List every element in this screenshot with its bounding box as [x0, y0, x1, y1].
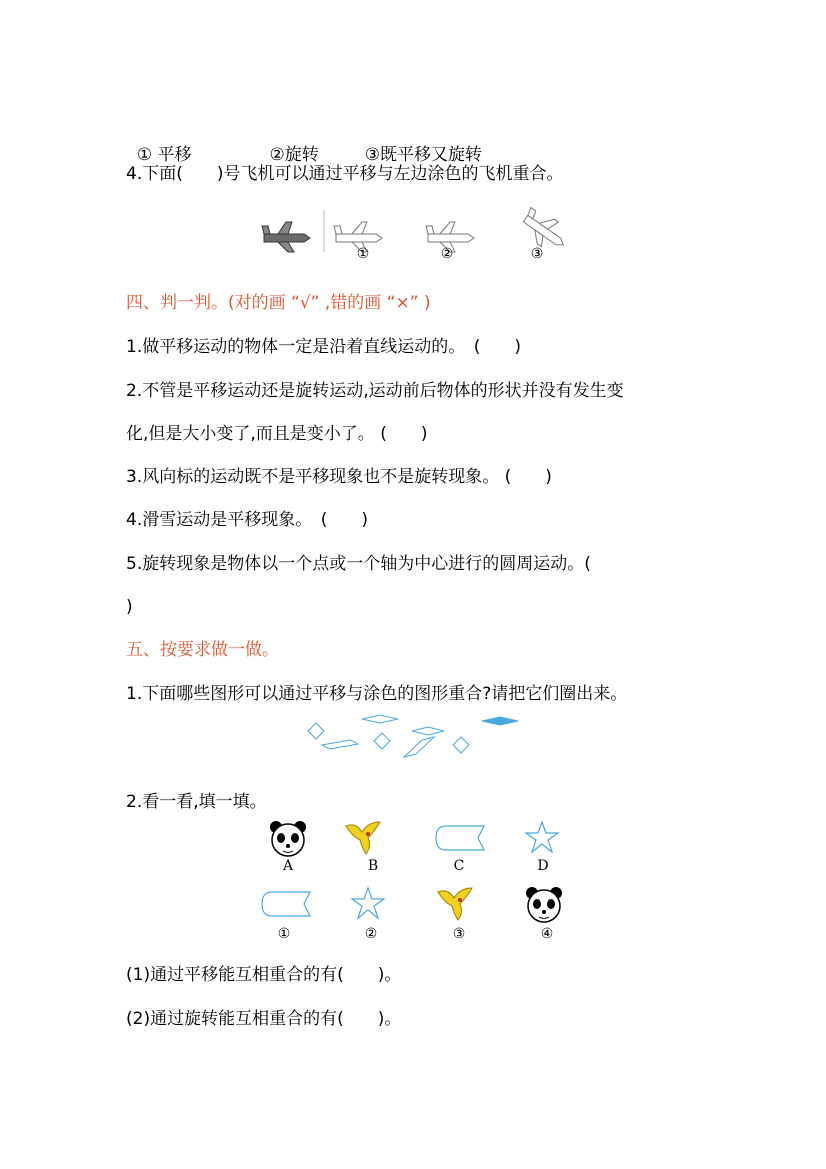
shaded-airplane-icon — [262, 222, 310, 252]
label-c: C — [453, 858, 465, 874]
label-3: ③ — [452, 926, 466, 942]
judge-item-2: 2.不管是平移运动还是旋转运动,运动前后物体的形状并没有发生变 — [126, 381, 624, 401]
label-a: A — [282, 858, 294, 874]
star-icon — [352, 888, 384, 918]
diamonds-svg — [300, 710, 530, 770]
airplanes-figure — [260, 208, 560, 268]
judge-item-5-cont: ) — [126, 597, 133, 617]
section-5-heading: 五、按要求做一做。 — [126, 640, 279, 660]
options-line — [126, 119, 482, 167]
diamond-shape — [322, 740, 358, 749]
option-both: ③既平移又旋转 — [364, 145, 482, 165]
judge-item-1: 1.做平移运动的物体一定是沿着直线运动的。 ( ) — [126, 337, 521, 357]
diamond-shape — [453, 737, 469, 753]
sub-question-1: (1)通过平移能互相重合的有( )。 — [126, 965, 402, 985]
matching-svg — [258, 818, 578, 948]
matching-figure — [258, 818, 578, 948]
diamonds-figure — [300, 710, 530, 770]
diamond-shape — [374, 733, 390, 749]
diamond-shape — [362, 715, 398, 723]
diamond-shape — [412, 727, 444, 735]
panda-icon — [270, 821, 306, 856]
option-translate: ① 平移 — [136, 145, 192, 165]
diamond-shape — [404, 737, 434, 757]
label-b: B — [367, 858, 379, 874]
question-4: 4.下面( )号飞机可以通过平移与左边涂色的飞机重合。 — [126, 164, 564, 184]
bird-icon — [438, 888, 472, 920]
judge-item-5: 5.旋转现象是物体以一个点或一个轴为中心进行的圆周运动。( — [126, 554, 591, 574]
option-rotate: ②旋转 — [269, 145, 319, 165]
c-shape-icon — [262, 892, 310, 916]
airplanes-svg — [260, 208, 560, 268]
c-shape-icon — [436, 826, 484, 850]
shaded-diamond-shape — [482, 717, 518, 725]
sub-question-2: (2)通过旋转能互相重合的有( )。 — [126, 1009, 402, 1029]
airplane-label-1: ① — [356, 246, 370, 262]
panda-icon — [526, 887, 562, 922]
label-1: ① — [277, 926, 291, 942]
diamond-shape — [308, 723, 324, 739]
task-2: 2.看一看,填一填。 — [126, 792, 267, 812]
label-4: ④ — [540, 926, 554, 942]
judge-item-2-cont: 化,但是大小变了,而且是变小了。 ( ) — [126, 424, 428, 444]
airplane-label-2: ② — [440, 246, 454, 262]
section-4-heading: 四、判一判。(对的画 “√” ,错的画 “×” ) — [126, 293, 431, 313]
label-2: ② — [364, 926, 378, 942]
bird-icon — [346, 822, 380, 854]
label-d: D — [537, 858, 549, 874]
judge-item-3: 3.风向标的运动既不是平移现象也不是旋转现象。 ( ) — [126, 467, 552, 487]
star-icon — [526, 822, 558, 852]
airplane-label-3: ③ — [530, 246, 544, 262]
judge-item-4: 4.滑雪运动是平移现象。 ( ) — [126, 510, 368, 530]
task-1: 1.下面哪些图形可以通过平移与涂色的图形重合?请把它们圈出来。 — [126, 684, 628, 704]
